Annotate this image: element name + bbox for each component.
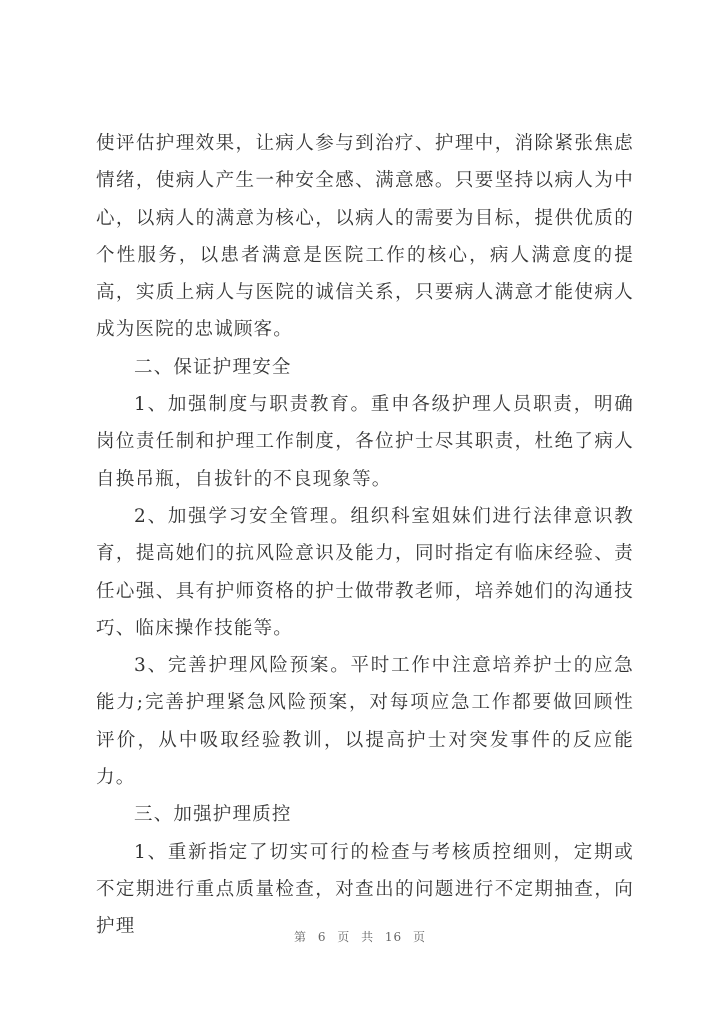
section-heading-3: 三、加强护理质控 bbox=[134, 804, 292, 826]
section-heading-2: 二、保证护理安全 bbox=[134, 356, 292, 378]
paragraph-item-3-1: 1、重新指定了切实可行的检查与考核质控细则，定期或不定期进行重点质量检查，对查出的问题进行不定期抽查，向护理 bbox=[96, 841, 634, 938]
paragraph-item-2-3: 3、完善护理风险预案。平时工作中注意培养护士的应急能力;完善护理紧急风险预案，对每项应急工作都要做回顾性评价，从中吸取经验教训，以提高护士对突发事件的反应能力。 bbox=[96, 655, 634, 789]
page-number-footer: 第 6 页 共 16 页 bbox=[294, 930, 426, 944]
paragraph-item-2-2: 2、加强学习安全管理。组织科室姐妹们进行法律意识教育，提高她们的抗风险意识及能力，同时指定有临床经验、责任心强、具有护师资格的护士做带教老师，培养她们的沟通技巧、临床操作技能等。 bbox=[96, 505, 634, 639]
paragraph-item-2-1: 1、加强制度与职责教育。重申各级护理人员职责，明确岗位责任制和护理工作制度，各位护士尽其职责，杜绝了病人自换吊瓶，自拔针的不良现象等。 bbox=[96, 394, 634, 490]
paragraph-continuation: 使评估护理效果，让病人参与到治疗、护理中，消除紧张焦虑情绪，使病人产生一种安全感、满意感。只要坚持以病人为中心，以病人的满意为核心，以病人的需要为目标，提供优质的个性服务，以患者满意是医院工作的核心，病人满意度的提高，实质上病人与医院的诚信关系，只要病人满意才能使病人成为医院的忠诚顾客。 bbox=[96, 133, 634, 341]
document-body bbox=[96, 125, 634, 946]
